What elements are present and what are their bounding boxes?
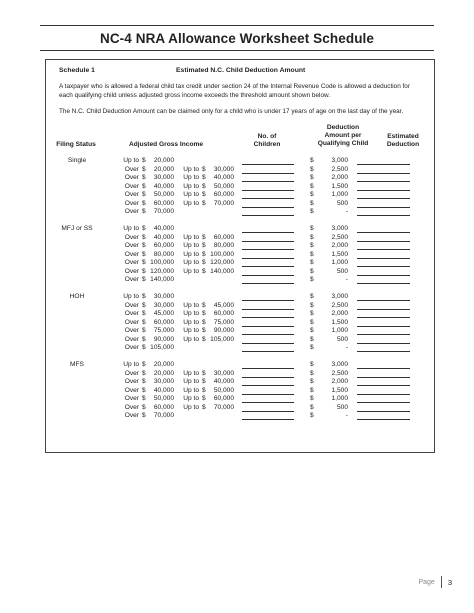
estimated-deduction-line[interactable] (357, 207, 410, 208)
agi-lower-value: 60,000 (153, 242, 174, 249)
agi-lower-value: 30,000 (153, 378, 174, 385)
estimated-deduction-line[interactable] (357, 343, 410, 344)
deduction-amount-value: 2,000 (331, 310, 348, 317)
estimated-deduction-line[interactable] (357, 241, 410, 242)
agi-lower-value: 60,000 (153, 318, 174, 326)
children-input-line[interactable] (242, 249, 294, 250)
deduction-amount-value: 2,000 (331, 174, 348, 181)
children-input-line[interactable] (242, 317, 294, 318)
deduction-amount-value: 3,000 (331, 225, 348, 232)
dollar-sign: $ (310, 301, 314, 309)
agi-upper-operator: Up to (183, 403, 199, 411)
deduction-amount-value: 1,000 (331, 259, 348, 266)
agi-upper-value: 40,000 (213, 174, 234, 181)
agi-lower-value: 60,000 (153, 199, 174, 207)
agi-lower-value: 30,000 (153, 293, 174, 300)
dollar-sign: $ (310, 157, 314, 164)
agi-lower-value: 70,000 (153, 412, 174, 419)
agi-lower-operator: Over (124, 327, 139, 334)
estimated-deduction-line[interactable] (357, 258, 410, 259)
agi-upper-value: 50,000 (213, 386, 234, 394)
agi-lower-operator: Up to (123, 225, 139, 232)
dollar-sign: $ (142, 293, 146, 300)
agi-lower-operator: Over (124, 386, 139, 394)
deduction-amount-value: - (345, 276, 348, 283)
dollar-sign: $ (202, 233, 206, 241)
dollar-sign: $ (142, 276, 146, 283)
agi-upper-value: 70,000 (213, 199, 234, 207)
dollar-sign: $ (202, 182, 206, 190)
children-input-line[interactable] (242, 241, 294, 242)
children-input-line[interactable] (242, 411, 294, 412)
agi-lower-value: 120,000 (150, 267, 174, 275)
schedule-title: Estimated N.C. Child Deduction Amount (176, 67, 306, 74)
children-input-line[interactable] (242, 377, 294, 378)
agi-lower-value: 90,000 (153, 335, 174, 343)
deduction-amount-value: 2,500 (331, 369, 348, 377)
children-input-line[interactable] (242, 368, 294, 369)
dollar-sign: $ (142, 378, 146, 385)
agi-lower-value: 70,000 (153, 208, 174, 215)
dollar-sign: $ (142, 174, 146, 181)
estimated-deduction-line[interactable] (357, 198, 410, 199)
dollar-sign: $ (310, 412, 314, 419)
dollar-sign: $ (310, 199, 314, 207)
header-deduction-amount: Deduction Amount per Qualifying Child (317, 124, 369, 148)
estimated-deduction-line[interactable] (357, 309, 410, 310)
agi-lower-value: 30,000 (153, 174, 174, 181)
agi-upper-operator: Up to (183, 301, 199, 309)
dollar-sign: $ (142, 259, 146, 266)
dollar-sign: $ (202, 335, 206, 343)
deduction-amount-value: 2,500 (331, 301, 348, 309)
schedule-label: Schedule 1 (59, 67, 95, 74)
dollar-sign: $ (310, 276, 314, 283)
dollar-sign: $ (310, 182, 314, 190)
dollar-sign: $ (142, 369, 146, 377)
agi-upper-value: 45,000 (213, 301, 234, 309)
dollar-sign: $ (142, 165, 146, 173)
dollar-sign: $ (310, 267, 314, 275)
dollar-sign: $ (142, 233, 146, 241)
agi-lower-operator: Over (124, 378, 139, 385)
agi-lower-value: 140,000 (150, 276, 174, 283)
deduction-amount-value: - (345, 412, 348, 419)
agi-upper-operator: Up to (183, 242, 199, 249)
estimated-deduction-line[interactable] (357, 300, 410, 301)
agi-upper-value: 60,000 (213, 395, 234, 402)
agi-upper-value: 30,000 (213, 165, 234, 173)
dollar-sign: $ (202, 259, 206, 266)
header-estimated-deduction: Estimated Deduction (386, 133, 420, 149)
dollar-sign: $ (310, 233, 314, 241)
agi-upper-value: 140,000 (210, 267, 234, 275)
dollar-sign: $ (310, 259, 314, 266)
dollar-sign: $ (142, 335, 146, 343)
deduction-amount-value: 1,000 (331, 191, 348, 198)
children-input-line[interactable] (242, 207, 294, 208)
dollar-sign: $ (142, 182, 146, 190)
schedule-box (45, 59, 435, 453)
agi-lower-operator: Over (124, 199, 139, 207)
dollar-sign: $ (202, 199, 206, 207)
children-input-line[interactable] (242, 385, 294, 386)
estimated-deduction-line[interactable] (357, 377, 410, 378)
dollar-sign: $ (142, 403, 146, 411)
estimated-deduction-line[interactable] (357, 419, 410, 420)
children-input-line[interactable] (242, 343, 294, 344)
agi-lower-operator: Over (124, 242, 139, 249)
deduction-amount-value: 500 (336, 335, 348, 343)
agi-upper-operator: Up to (183, 267, 199, 275)
agi-upper-operator: Up to (183, 318, 199, 326)
dollar-sign: $ (142, 310, 146, 317)
agi-lower-value: 20,000 (153, 369, 174, 377)
page-label: Page (418, 578, 435, 586)
agi-upper-operator: Up to (183, 386, 199, 394)
agi-upper-operator: Up to (183, 191, 199, 198)
dollar-sign: $ (202, 267, 206, 275)
agi-lower-operator: Over (124, 276, 139, 283)
agi-lower-operator: Over (124, 208, 139, 215)
agi-lower-operator: Over (124, 369, 139, 377)
agi-lower-value: 45,000 (153, 310, 174, 317)
children-input-line[interactable] (242, 326, 294, 327)
children-input-line[interactable] (242, 300, 294, 301)
agi-lower-operator: Over (124, 174, 139, 181)
children-input-line[interactable] (242, 232, 294, 233)
agi-upper-operator: Up to (183, 327, 199, 334)
dollar-sign: $ (202, 301, 206, 309)
agi-upper-value: 30,000 (213, 369, 234, 377)
agi-lower-operator: Over (124, 301, 139, 309)
agi-upper-operator: Up to (183, 199, 199, 207)
agi-upper-operator: Up to (183, 182, 199, 190)
deduction-amount-value: 500 (336, 267, 348, 275)
age-note-paragraph: The N.C. Child Deduction Amount can be claimed only for a child who is under 17 years of age on the last day of the year. (59, 108, 404, 115)
agi-upper-operator: Up to (183, 174, 199, 181)
dollar-sign: $ (202, 165, 206, 173)
deduction-amount-value: 3,000 (331, 361, 348, 368)
agi-upper-value: 80,000 (213, 242, 234, 249)
dollar-sign: $ (142, 344, 146, 351)
agi-lower-operator: Over (124, 335, 139, 343)
estimated-deduction-line[interactable] (357, 385, 410, 386)
agi-lower-value: 40,000 (153, 386, 174, 394)
header-filing-status: Filing Status (56, 141, 96, 148)
dollar-sign: $ (142, 318, 146, 326)
agi-lower-value: 40,000 (153, 182, 174, 190)
dollar-sign: $ (142, 412, 146, 419)
deduction-amount-value: 3,000 (331, 157, 348, 164)
agi-upper-operator: Up to (183, 259, 199, 266)
dollar-sign: $ (202, 242, 206, 249)
agi-upper-operator: Up to (183, 369, 199, 377)
agi-lower-operator: Over (124, 344, 139, 351)
agi-lower-operator: Over (124, 403, 139, 411)
dollar-sign: $ (310, 318, 314, 326)
children-input-line[interactable] (242, 164, 294, 165)
children-input-line[interactable] (242, 351, 294, 352)
page-number: 3 (447, 577, 452, 587)
filing-status-label: Single (67, 157, 87, 164)
estimated-deduction-line[interactable] (357, 190, 410, 191)
dollar-sign: $ (310, 403, 314, 411)
estimated-deduction-line[interactable] (357, 334, 410, 335)
agi-lower-value: 40,000 (153, 225, 174, 232)
deduction-amount-value: 3,000 (331, 293, 348, 300)
agi-lower-operator: Over (124, 250, 139, 258)
agi-lower-value: 75,000 (153, 327, 174, 334)
deduction-amount-value: 1,000 (331, 327, 348, 334)
dollar-sign: $ (142, 191, 146, 198)
children-input-line[interactable] (242, 419, 294, 420)
filing-status-label: MFS (70, 361, 84, 368)
dollar-sign: $ (202, 378, 206, 385)
agi-lower-value: 60,000 (153, 403, 174, 411)
deduction-amount-value: - (345, 208, 348, 215)
children-input-line[interactable] (242, 190, 294, 191)
agi-upper-value: 50,000 (213, 182, 234, 190)
header-agi: Adjusted Gross Income (128, 141, 203, 148)
footer-divider (441, 576, 442, 588)
agi-upper-value: 100,000 (210, 250, 234, 258)
estimated-deduction-line[interactable] (357, 283, 410, 284)
dollar-sign: $ (310, 361, 314, 368)
dollar-sign: $ (310, 378, 314, 385)
page-title: NC-4 NRA Allowance Worksheet Schedule (99, 30, 374, 46)
children-input-line[interactable] (242, 309, 294, 310)
children-input-line[interactable] (242, 334, 294, 335)
estimated-deduction-line[interactable] (357, 232, 410, 233)
agi-upper-operator: Up to (183, 378, 199, 385)
title-bar (40, 25, 434, 51)
dollar-sign: $ (310, 174, 314, 181)
dollar-sign: $ (310, 369, 314, 377)
dollar-sign: $ (202, 369, 206, 377)
agi-lower-operator: Over (124, 310, 139, 317)
agi-lower-value: 50,000 (153, 191, 174, 198)
children-input-line[interactable] (242, 394, 294, 395)
agi-upper-value: 60,000 (213, 233, 234, 241)
estimated-deduction-line[interactable] (357, 317, 410, 318)
children-input-line[interactable] (242, 402, 294, 403)
children-input-line[interactable] (242, 283, 294, 284)
deduction-amount-value: 2,500 (331, 165, 348, 173)
agi-upper-operator: Up to (183, 165, 199, 173)
agi-upper-operator: Up to (183, 310, 199, 317)
agi-lower-operator: Over (124, 412, 139, 419)
agi-lower-value: 20,000 (153, 157, 174, 164)
agi-lower-operator: Over (124, 267, 139, 275)
dollar-sign: $ (310, 386, 314, 394)
dollar-sign: $ (310, 344, 314, 351)
agi-upper-value: 90,000 (213, 327, 234, 334)
agi-upper-operator: Up to (183, 395, 199, 402)
dollar-sign: $ (142, 208, 146, 215)
dollar-sign: $ (310, 395, 314, 402)
header-children: No. of Children (253, 133, 281, 149)
dollar-sign: $ (202, 318, 206, 326)
deduction-amount-value: 1,500 (331, 318, 348, 326)
agi-lower-operator: Over (124, 182, 139, 190)
dollar-sign: $ (142, 395, 146, 402)
estimated-deduction-line[interactable] (357, 351, 410, 352)
estimated-deduction-line[interactable] (357, 215, 410, 216)
agi-lower-value: 40,000 (153, 233, 174, 241)
dollar-sign: $ (310, 208, 314, 215)
agi-lower-operator: Over (124, 259, 139, 266)
agi-upper-value: 105,000 (210, 335, 234, 343)
dollar-sign: $ (310, 225, 314, 232)
dollar-sign: $ (202, 174, 206, 181)
deduction-amount-value: 2,500 (331, 233, 348, 241)
estimated-deduction-line[interactable] (357, 249, 410, 250)
intro-paragraph: A taxpayer who is allowed a federal child tax credit under section 24 of the Internal Revenue Code is allowed a deduction for each qualifying child unless adjusted gross income exceeds the threshold amount shown below. (59, 83, 410, 99)
agi-upper-value: 60,000 (213, 310, 234, 317)
dollar-sign: $ (310, 327, 314, 334)
children-input-line[interactable] (242, 181, 294, 182)
dollar-sign: $ (142, 327, 146, 334)
agi-lower-value: 20,000 (153, 361, 174, 368)
agi-upper-value: 75,000 (213, 318, 234, 326)
dollar-sign: $ (202, 403, 206, 411)
agi-upper-operator: Up to (183, 233, 199, 241)
dollar-sign: $ (310, 191, 314, 198)
agi-upper-operator: Up to (183, 250, 199, 258)
agi-lower-value: 105,000 (150, 344, 174, 351)
agi-upper-value: 120,000 (210, 259, 234, 266)
children-input-line[interactable] (242, 275, 294, 276)
estimated-deduction-line[interactable] (357, 164, 410, 165)
deduction-amount-value: - (345, 344, 348, 351)
agi-lower-operator: Over (124, 395, 139, 402)
estimated-deduction-line[interactable] (357, 394, 410, 395)
children-input-line[interactable] (242, 258, 294, 259)
deduction-amount-value: 500 (336, 403, 348, 411)
deduction-amount-value: 2,000 (331, 242, 348, 249)
filing-status-label: MFJ or SS (61, 225, 93, 232)
dollar-sign: $ (142, 242, 146, 249)
deduction-amount-value: 1,500 (331, 182, 348, 190)
agi-lower-value: 80,000 (153, 250, 174, 258)
filing-status-label: HOH (69, 293, 85, 300)
estimated-deduction-line[interactable] (357, 402, 410, 403)
agi-lower-value: 100,000 (150, 259, 174, 266)
children-input-line[interactable] (242, 173, 294, 174)
dollar-sign: $ (310, 293, 314, 300)
dollar-sign: $ (310, 335, 314, 343)
page-footer (418, 576, 452, 588)
agi-upper-value: 60,000 (213, 191, 234, 198)
deduction-amount-value: 500 (336, 199, 348, 207)
dollar-sign: $ (202, 395, 206, 402)
deduction-amount-value: 1,000 (331, 395, 348, 402)
dollar-sign: $ (142, 301, 146, 309)
agi-lower-value: 20,000 (153, 165, 174, 173)
agi-lower-operator: Over (124, 318, 139, 326)
dollar-sign: $ (142, 250, 146, 258)
dollar-sign: $ (142, 361, 146, 368)
agi-lower-operator: Over (124, 165, 139, 173)
dollar-sign: $ (142, 386, 146, 394)
dollar-sign: $ (310, 242, 314, 249)
children-input-line[interactable] (242, 215, 294, 216)
dollar-sign: $ (310, 310, 314, 317)
deduction-amount-value: 1,500 (331, 386, 348, 394)
dollar-sign: $ (142, 157, 146, 164)
agi-upper-value: 40,000 (213, 378, 234, 385)
children-input-line[interactable] (242, 198, 294, 199)
estimated-deduction-line[interactable] (357, 368, 410, 369)
estimated-deduction-line[interactable] (357, 326, 410, 327)
agi-lower-operator: Up to (123, 293, 139, 300)
deduction-amount-value: 1,500 (331, 250, 348, 258)
estimated-deduction-line[interactable] (357, 275, 410, 276)
dollar-sign: $ (202, 191, 206, 198)
agi-lower-value: 50,000 (153, 395, 174, 402)
dollar-sign: $ (202, 250, 206, 258)
dollar-sign: $ (202, 327, 206, 334)
agi-upper-operator: Up to (183, 335, 199, 343)
agi-lower-operator: Over (124, 233, 139, 241)
dollar-sign: $ (310, 250, 314, 258)
dollar-sign: $ (310, 165, 314, 173)
agi-lower-operator: Up to (123, 361, 139, 368)
dollar-sign: $ (142, 267, 146, 275)
estimated-deduction-line[interactable] (357, 411, 410, 412)
dollar-sign: $ (202, 310, 206, 317)
children-input-line[interactable] (242, 266, 294, 267)
agi-lower-operator: Up to (123, 157, 139, 164)
estimated-deduction-line[interactable] (357, 266, 410, 267)
agi-upper-value: 70,000 (213, 403, 234, 411)
estimated-deduction-line[interactable] (357, 181, 410, 182)
agi-lower-operator: Over (124, 191, 139, 198)
agi-lower-value: 30,000 (153, 301, 174, 309)
deduction-amount-value: 2,000 (331, 378, 348, 385)
dollar-sign: $ (142, 199, 146, 207)
estimated-deduction-line[interactable] (357, 173, 410, 174)
dollar-sign: $ (202, 386, 206, 394)
dollar-sign: $ (142, 225, 146, 232)
